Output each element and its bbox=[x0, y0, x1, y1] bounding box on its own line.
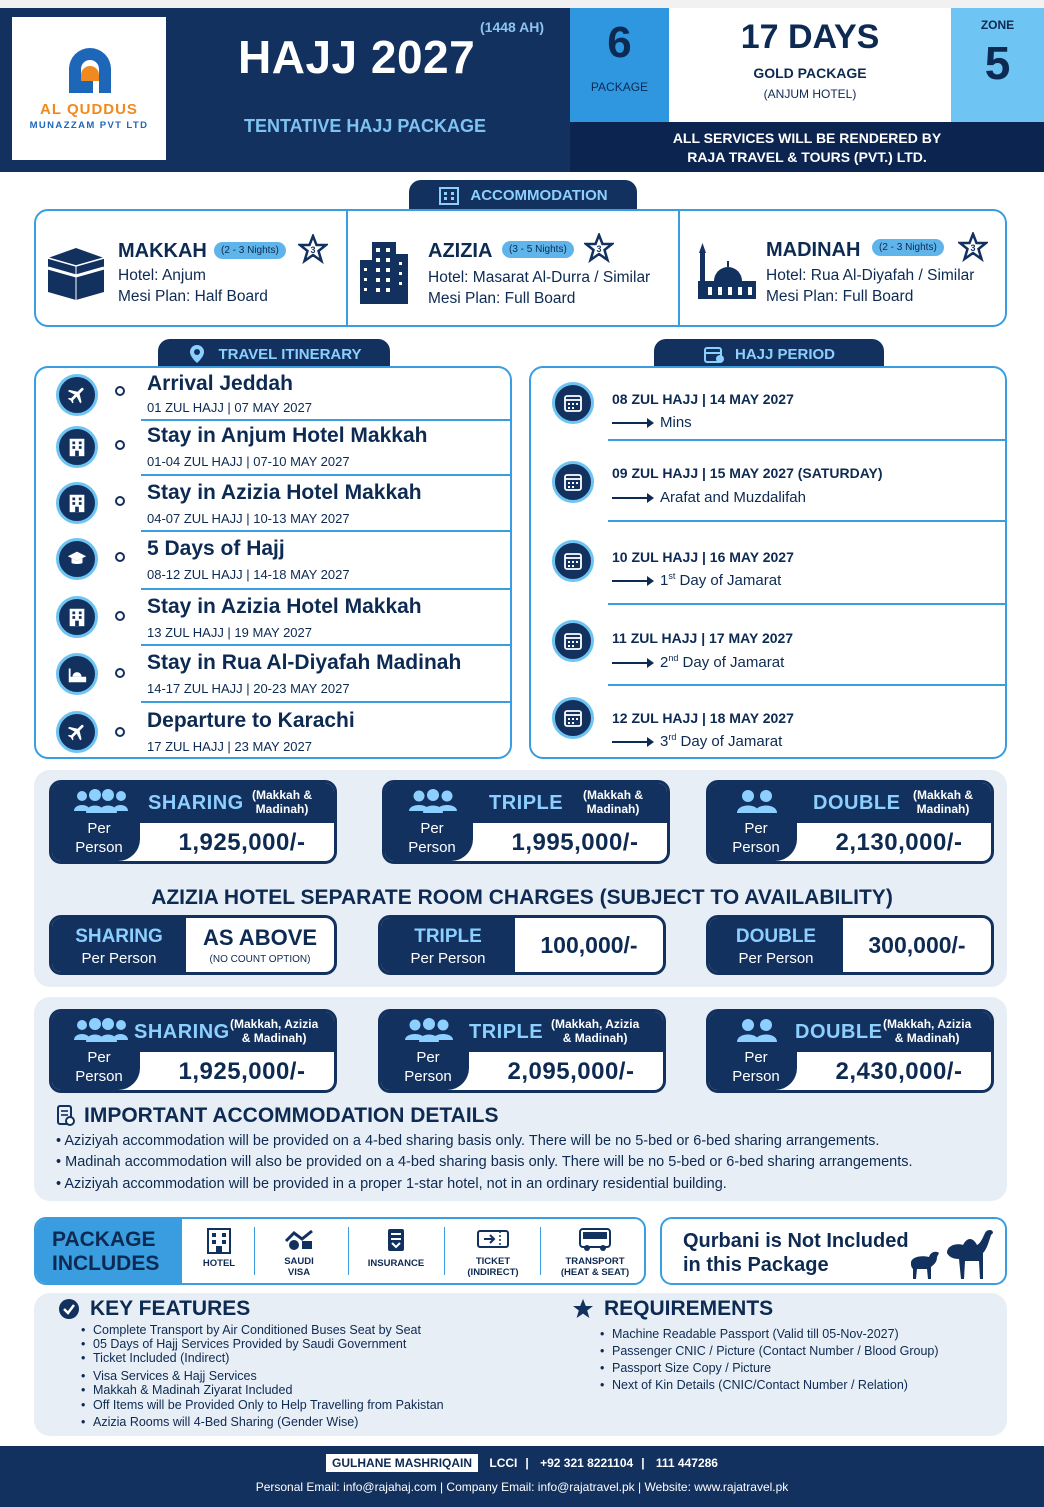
per-label: Per bbox=[87, 820, 111, 837]
price-scope-line2: & Madinah) bbox=[241, 1031, 307, 1045]
feature-item: • Visa Services & Hajj Services bbox=[93, 1369, 257, 1383]
tower-icon bbox=[356, 238, 412, 306]
calendar-icon bbox=[552, 697, 594, 739]
azizia-hotel: Hotel: Masarat Al-Durra / Similar bbox=[428, 269, 651, 286]
key-features-title: KEY FEATURES bbox=[90, 1297, 251, 1320]
price-card-frame bbox=[378, 1009, 666, 1093]
services-line2: RAJA TRAVEL & TOURS (PVT.) LTD. bbox=[687, 149, 927, 165]
period-desc-text: Day of Jamarat bbox=[678, 654, 785, 671]
itinerary-title: Arrival Jeddah bbox=[147, 372, 293, 395]
itinerary-title: Stay in Rua Al-Diyafah Madinah bbox=[147, 651, 462, 674]
timeline-dot bbox=[115, 611, 125, 621]
feature-item: • Ticket Included (Indirect) bbox=[93, 1351, 229, 1365]
price-card-sharing bbox=[49, 780, 337, 864]
calendar-icon bbox=[552, 382, 594, 424]
makkah-meal-plan: Mesi Plan: Half Board bbox=[118, 288, 268, 305]
price-type: SHARING bbox=[134, 1021, 230, 1043]
services-note bbox=[570, 122, 1044, 172]
divider bbox=[608, 603, 1007, 605]
price-scope-line1: (Makkah, Azizia bbox=[230, 1017, 319, 1031]
madinah-meal-plan: Mesi Plan: Full Board bbox=[766, 288, 914, 305]
room-charge-block bbox=[843, 918, 991, 972]
timeline-dot bbox=[115, 386, 125, 396]
price-amount: 2,095,000/- bbox=[507, 1058, 635, 1085]
azizia-room-charges-title: AZIZIA HOTEL SEPARATE ROOM CHARGES (SUBJECT TO AVAILABILITY) bbox=[151, 886, 893, 909]
footer-phone1[interactable]: +92 321 8221104 bbox=[540, 1456, 634, 1470]
city-name-madinah: MADINAH bbox=[766, 239, 861, 261]
price-scope bbox=[230, 1017, 318, 1045]
timeline-dot bbox=[115, 727, 125, 737]
details-heading bbox=[56, 1104, 499, 1128]
period-date: 10 ZUL HAJJ | 16 MAY 2027 bbox=[612, 549, 794, 565]
person-label: Person bbox=[75, 1068, 123, 1085]
divider bbox=[141, 701, 511, 703]
subtitle: TENTATIVE HAJJ PACKAGE bbox=[244, 116, 487, 136]
include-label: HOTEL bbox=[202, 1258, 236, 1269]
zone-label: ZONE bbox=[980, 18, 1015, 32]
period-desc-text: Arafat and Muzdalifah bbox=[660, 489, 806, 506]
star-icon bbox=[958, 232, 988, 262]
madinah-column bbox=[680, 211, 1005, 325]
room-type: SHARING bbox=[75, 926, 163, 947]
per-label: Per bbox=[744, 1049, 768, 1066]
price-amount: 2,430,000/- bbox=[835, 1058, 963, 1085]
price-card-frame bbox=[382, 780, 670, 864]
price-amount: 1,925,000/- bbox=[178, 829, 306, 856]
period-desc bbox=[612, 414, 692, 431]
price-scope-line1: (Makkah & bbox=[913, 788, 974, 802]
divider bbox=[608, 684, 1007, 686]
price-type: SHARING bbox=[148, 792, 244, 814]
itinerary-title: Departure to Karachi bbox=[147, 709, 355, 732]
room-type-block bbox=[381, 918, 515, 972]
divider bbox=[141, 419, 511, 421]
per-label: Per bbox=[416, 1049, 440, 1066]
price-amount: 1,925,000/- bbox=[178, 1058, 306, 1085]
group-icon bbox=[401, 1018, 457, 1044]
per-person-label bbox=[395, 819, 469, 857]
per-label: Per bbox=[744, 820, 768, 837]
period-desc bbox=[612, 653, 784, 671]
arrow-icon bbox=[612, 741, 652, 743]
price-scope-line1: (Makkah, Azizia bbox=[551, 1017, 640, 1031]
logo-mark-icon bbox=[63, 45, 117, 99]
price-scope bbox=[551, 1017, 639, 1045]
arrow-icon bbox=[612, 662, 652, 664]
price-scope-line1: (Makkah & bbox=[252, 788, 313, 802]
group-icon bbox=[405, 789, 461, 815]
ordinal-suffix: rd bbox=[668, 732, 677, 742]
header bbox=[0, 0, 1044, 172]
requirement-item: • Passenger CNIC / Picture (Contact Number / Blood Group) bbox=[612, 1344, 939, 1358]
top-band bbox=[0, 0, 1044, 8]
visa-icon bbox=[282, 1225, 316, 1253]
makkah-hotel: Hotel: Anjum bbox=[118, 267, 206, 284]
qurbani-text bbox=[683, 1229, 909, 1277]
itinerary-date: 01 ZUL HAJJ | 07 MAY 2027 bbox=[147, 400, 312, 415]
kaaba-icon bbox=[44, 244, 108, 302]
include-transport bbox=[550, 1225, 640, 1278]
package-includes-line1: PACKAGE bbox=[52, 1228, 156, 1251]
per-person-label bbox=[719, 1048, 793, 1086]
price-scope-line2: Madinah) bbox=[255, 802, 309, 816]
itinerary-box bbox=[34, 366, 512, 759]
divider bbox=[141, 588, 511, 590]
price-scope-line1: (Makkah & bbox=[583, 788, 644, 802]
room-type: DOUBLE bbox=[735, 926, 817, 947]
period-date: 08 ZUL HAJJ | 14 MAY 2027 bbox=[612, 391, 794, 407]
arrow-icon bbox=[612, 422, 652, 424]
itinerary-date: 08-12 ZUL HAJJ | 14-18 MAY 2027 bbox=[147, 567, 350, 582]
divider bbox=[444, 1227, 445, 1275]
price-card-frame bbox=[706, 780, 994, 864]
hotel-note: (ANJUM HOTEL) bbox=[763, 87, 857, 101]
pair-icon bbox=[729, 1018, 785, 1044]
period-date: 12 ZUL HAJJ | 18 MAY 2027 bbox=[612, 710, 794, 726]
divider bbox=[141, 644, 511, 646]
price-amount: 1,995,000/- bbox=[511, 829, 639, 856]
hotel-icon bbox=[56, 482, 98, 524]
star-icon bbox=[572, 1298, 594, 1320]
include-ticket bbox=[454, 1225, 532, 1278]
person-label: Person bbox=[732, 839, 780, 856]
room-charge: 100,000/- bbox=[540, 932, 638, 958]
include-label: TICKET bbox=[475, 1256, 511, 1267]
days-box bbox=[669, 8, 951, 122]
per-person-label bbox=[62, 1048, 136, 1086]
accommodation-box bbox=[34, 209, 1007, 327]
mosque-icon bbox=[56, 653, 98, 695]
price-scope-line1: (Makkah, Azizia bbox=[883, 1017, 972, 1031]
itinerary-date: 14-17 ZUL HAJJ | 20-23 MAY 2027 bbox=[147, 681, 350, 696]
per-label: Per bbox=[87, 1049, 111, 1066]
hajj-period-tab-label: HAJJ PERIOD bbox=[734, 345, 836, 363]
detail-item: • Madinah accommodation will also be provided on a 4-bed sharing basis only. There will be no 5-bed or 6-bed sharing arrangements. bbox=[56, 1154, 913, 1170]
divider bbox=[141, 530, 511, 532]
hajj-period-tab bbox=[654, 339, 884, 369]
camel-goat-icon bbox=[907, 1223, 997, 1283]
package-includes-line2: INCLUDES bbox=[52, 1252, 160, 1275]
azizia-meal-plan: Mesi Plan: Full Board bbox=[428, 290, 576, 307]
svg-text:3: 3 bbox=[310, 245, 316, 255]
star-icon bbox=[298, 234, 328, 264]
bus-icon bbox=[578, 1225, 612, 1253]
ticket-icon bbox=[476, 1225, 510, 1253]
price-card-frame bbox=[49, 1009, 337, 1093]
person-label: Person bbox=[404, 1068, 452, 1085]
detail-item: • Aziziyah accommodation will be provided in a proper 1-star hotel, not in an ordinary residential building. bbox=[56, 1176, 727, 1192]
room-per-person: Per Person bbox=[410, 950, 486, 967]
plane-icon bbox=[56, 374, 98, 416]
period-date: 09 ZUL HAJJ | 15 MAY 2027 (SATURDAY) bbox=[612, 465, 883, 481]
calendar-icon bbox=[552, 461, 594, 503]
hijri-year: (1448 AH) bbox=[480, 19, 545, 35]
price-card-frame bbox=[49, 780, 337, 864]
timeline-dot bbox=[115, 496, 125, 506]
group-icon bbox=[72, 789, 128, 815]
requirements-heading bbox=[572, 1297, 773, 1321]
timeline-dot bbox=[115, 440, 125, 450]
include-sublabel: (HEAT & SEAT) bbox=[560, 1267, 630, 1278]
calendar-icon bbox=[552, 620, 594, 662]
room-charge-block bbox=[186, 918, 334, 972]
logo bbox=[12, 17, 166, 160]
qurbani-line1: Qurbani is Not Included bbox=[683, 1230, 909, 1252]
price-scope-line2: Madinah) bbox=[586, 802, 640, 816]
itinerary-tab bbox=[158, 339, 390, 369]
arrow-icon bbox=[612, 580, 652, 582]
mosque-icon bbox=[694, 241, 758, 303]
details-title: IMPORTANT ACCOMMODATION DETAILS bbox=[84, 1104, 499, 1127]
price-scope-line2: Madinah) bbox=[916, 802, 970, 816]
footer-emails[interactable]: Personal Email: info@rajahaj.com | Company Email: info@rajatravel.pk | Website: www.rajatravel.pk bbox=[255, 1480, 789, 1494]
ordinal-suffix: nd bbox=[668, 653, 679, 663]
person-label: Person bbox=[408, 839, 456, 856]
feature-item: • Makkah & Madinah Ziyarat Included bbox=[93, 1383, 292, 1397]
location-pin-icon bbox=[186, 344, 208, 364]
zone-box bbox=[951, 8, 1044, 122]
price-type: DOUBLE bbox=[813, 792, 901, 814]
arrow-icon bbox=[612, 497, 652, 499]
room-charge: 300,000/- bbox=[868, 932, 966, 958]
person-label: Person bbox=[75, 839, 123, 856]
price-type: DOUBLE bbox=[795, 1021, 883, 1043]
period-date: 11 ZUL HAJJ | 17 MAY 2027 bbox=[612, 630, 794, 646]
room-type-block bbox=[709, 918, 843, 972]
page-title: HAJJ 2027 bbox=[238, 31, 476, 83]
include-hotel bbox=[188, 1227, 250, 1269]
price-scope bbox=[913, 788, 973, 816]
itinerary-title: Stay in Azizia Hotel Makkah bbox=[147, 595, 422, 618]
room-per-person: Per Person bbox=[81, 950, 157, 967]
feature-item: • 05 Days of Hajj Services Provided by Saudi Government bbox=[93, 1337, 406, 1351]
footer-address: GULHANE MASHRIQAIN bbox=[326, 1454, 478, 1472]
room-type-block bbox=[52, 918, 186, 972]
feature-item: • Complete Transport by Air Conditioned Buses Seat by Seat bbox=[93, 1323, 421, 1337]
makkah-column bbox=[36, 211, 346, 325]
hajj-icon bbox=[56, 538, 98, 580]
period-desc-text: Day of Jamarat bbox=[675, 572, 782, 589]
hotel-icon bbox=[56, 596, 98, 638]
room-charge-sharing bbox=[49, 915, 337, 975]
zone-number: 5 bbox=[984, 37, 1011, 89]
detail-text: Aziziyah accommodation will be provided on a 4-bed sharing basis only. There will be no 5-bed or 6-bed sharing arrangements. bbox=[64, 1133, 880, 1149]
calendar-icon bbox=[552, 540, 594, 582]
price-scope-line2: & Madinah) bbox=[562, 1031, 628, 1045]
requirements-title: REQUIREMENTS bbox=[604, 1297, 774, 1320]
detail-text: Aziziyah accommodation will be provided in a proper 1-star hotel, not in an ordinary residential building. bbox=[64, 1176, 727, 1192]
footer-lcci: LCCI bbox=[489, 1456, 518, 1470]
insurance-icon bbox=[379, 1227, 413, 1255]
room-charge-block bbox=[515, 918, 663, 972]
include-sublabel: (INDIRECT) bbox=[467, 1267, 519, 1278]
divider bbox=[141, 474, 511, 476]
package-number-box bbox=[570, 8, 669, 122]
city-name-azizia: AZIZIA bbox=[428, 240, 493, 262]
per-person-label bbox=[62, 819, 136, 857]
price-type: TRIPLE bbox=[469, 1021, 544, 1043]
itinerary-date: 17 ZUL HAJJ | 23 MAY 2027 bbox=[147, 739, 312, 754]
requirement-item: • Next of Kin Details (CNIC/Contact Number / Relation) bbox=[612, 1378, 908, 1392]
itinerary-title: 5 Days of Hajj bbox=[147, 537, 285, 560]
nights-badge-azizia: (3 - 5 Nights) bbox=[502, 241, 574, 258]
per-person-label bbox=[719, 819, 793, 857]
services-line1: ALL SERVICES WILL BE RENDERED BY bbox=[672, 130, 942, 146]
price-scope bbox=[583, 788, 643, 816]
include-insurance bbox=[358, 1227, 434, 1269]
ordinal-suffix: st bbox=[668, 571, 676, 581]
nights-badge-makkah: (2 - 3 Nights) bbox=[214, 242, 286, 259]
footer bbox=[0, 1446, 1044, 1507]
room-charge-triple bbox=[378, 915, 666, 975]
ordinal-number: 2 bbox=[660, 654, 669, 671]
per-person-label bbox=[391, 1048, 465, 1086]
divider bbox=[608, 520, 1007, 522]
footer-contacts: GULHANE MASHRIQAIN LCCI | +92 321 8221104 | 111 447286 bbox=[0, 1456, 1044, 1470]
itinerary-tab-label: TRAVEL ITINERARY bbox=[218, 345, 362, 363]
divider bbox=[608, 439, 1007, 441]
group-icon bbox=[72, 1018, 128, 1044]
include-label: SAUDI bbox=[284, 1256, 314, 1267]
period-desc bbox=[612, 732, 782, 750]
price-card-triple bbox=[378, 1009, 666, 1093]
timeline-dot bbox=[115, 668, 125, 678]
room-charge-note: (NO COUNT OPTION) bbox=[209, 954, 311, 965]
star-icon bbox=[584, 233, 614, 263]
logo-name: AL QUDDUS bbox=[40, 101, 138, 118]
period-desc-text: Mins bbox=[660, 414, 692, 431]
room-per-person: Per Person bbox=[738, 950, 814, 967]
room-charge-double bbox=[706, 915, 994, 975]
person-label: Person bbox=[732, 1068, 780, 1085]
hajj-period-box bbox=[529, 366, 1007, 759]
room-charge: AS ABOVE bbox=[202, 925, 318, 950]
hotel-icon bbox=[56, 426, 98, 468]
detail-item: • Aziziyah accommodation will be provided on a 4-bed sharing basis only. There will be no 5-bed or 6-bed sharing arrangements. bbox=[56, 1133, 880, 1149]
package-includes bbox=[34, 1217, 646, 1285]
period-desc-text: Day of Jamarat bbox=[676, 733, 783, 750]
timeline-dot bbox=[115, 552, 125, 562]
building-icon bbox=[438, 185, 460, 205]
price-card-triple bbox=[382, 780, 670, 864]
period-desc bbox=[612, 571, 781, 589]
include-visa bbox=[264, 1225, 334, 1278]
svg-text:3: 3 bbox=[596, 244, 602, 254]
requirement-item: • Machine Readable Passport (Valid till 05-Nov-2027) bbox=[612, 1327, 899, 1341]
price-card-double bbox=[706, 780, 994, 864]
package-includes-heading bbox=[36, 1219, 182, 1283]
feature-item: • Off Items will be Provided Only to Help Travelling from Pakistan bbox=[93, 1398, 444, 1412]
qurbani-line2: in this Package bbox=[683, 1254, 829, 1276]
itinerary-title: Stay in Azizia Hotel Makkah bbox=[147, 481, 422, 504]
hotel-icon bbox=[202, 1227, 236, 1255]
price-scope bbox=[252, 788, 312, 816]
price-amount: 2,130,000/- bbox=[835, 829, 963, 856]
requirement-item: • Passport Size Copy / Picture bbox=[612, 1361, 771, 1375]
detail-text: Madinah accommodation will also be provided on a 4-bed sharing basis only. There will be no 5-bed or 6-bed sharing arrangements. bbox=[65, 1154, 913, 1170]
itinerary-title: Stay in Anjum Hotel Makkah bbox=[147, 424, 428, 447]
city-name-makkah: MAKKAH bbox=[118, 240, 207, 262]
price-type: TRIPLE bbox=[489, 792, 564, 814]
itinerary-date: 13 ZUL HAJJ | 19 MAY 2027 bbox=[147, 625, 312, 640]
key-features-heading bbox=[58, 1297, 250, 1321]
madinah-hotel: Hotel: Rua Al-Diyafah / Similar bbox=[766, 267, 975, 284]
check-circle-icon bbox=[58, 1298, 80, 1320]
package-label: PACKAGE bbox=[590, 80, 649, 94]
period-desc bbox=[612, 489, 806, 506]
package-name: GOLD PACKAGE bbox=[753, 65, 867, 81]
pair-icon bbox=[729, 789, 785, 815]
svg-text:3: 3 bbox=[970, 243, 976, 253]
price-scope-line2: & Madinah) bbox=[894, 1031, 960, 1045]
package-number: 6 bbox=[607, 18, 632, 67]
divider bbox=[540, 1227, 541, 1275]
nights-badge-madinah: (2 - 3 Nights) bbox=[872, 239, 944, 256]
price-card-sharing bbox=[49, 1009, 337, 1093]
itinerary-date: 04-07 ZUL HAJJ | 10-13 MAY 2027 bbox=[147, 511, 350, 526]
azizia-column bbox=[348, 211, 678, 325]
document-icon bbox=[56, 1105, 76, 1127]
accommodation-tab bbox=[409, 180, 637, 210]
ordinal-number: 3 bbox=[660, 733, 669, 750]
logo-subname: MUNAZZAM PVT LTD bbox=[29, 120, 149, 131]
room-type: TRIPLE bbox=[414, 926, 482, 947]
include-label: TRANSPORT bbox=[565, 1256, 625, 1267]
price-card-frame bbox=[706, 1009, 994, 1093]
footer-phone2[interactable]: 111 447286 bbox=[655, 1456, 718, 1470]
calendar-icon bbox=[703, 344, 725, 364]
feature-item: • Azizia Rooms will 4-Bed Sharing (Gender Wise) bbox=[93, 1415, 358, 1429]
ordinal-number: 1 bbox=[660, 572, 669, 589]
price-scope bbox=[883, 1017, 971, 1045]
include-sublabel: VISA bbox=[287, 1267, 311, 1278]
accommodation-tab-label: ACCOMMODATION bbox=[470, 186, 608, 204]
plane-icon bbox=[56, 711, 98, 753]
days: 17 DAYS bbox=[740, 18, 880, 56]
divider bbox=[254, 1227, 255, 1275]
itinerary-date: 01-04 ZUL HAJJ | 07-10 MAY 2027 bbox=[147, 454, 350, 469]
qurbani-notice bbox=[660, 1217, 1007, 1285]
price-card-double bbox=[706, 1009, 994, 1093]
divider bbox=[348, 1227, 349, 1275]
per-label: Per bbox=[420, 820, 444, 837]
include-label: INSURANCE bbox=[367, 1258, 425, 1269]
